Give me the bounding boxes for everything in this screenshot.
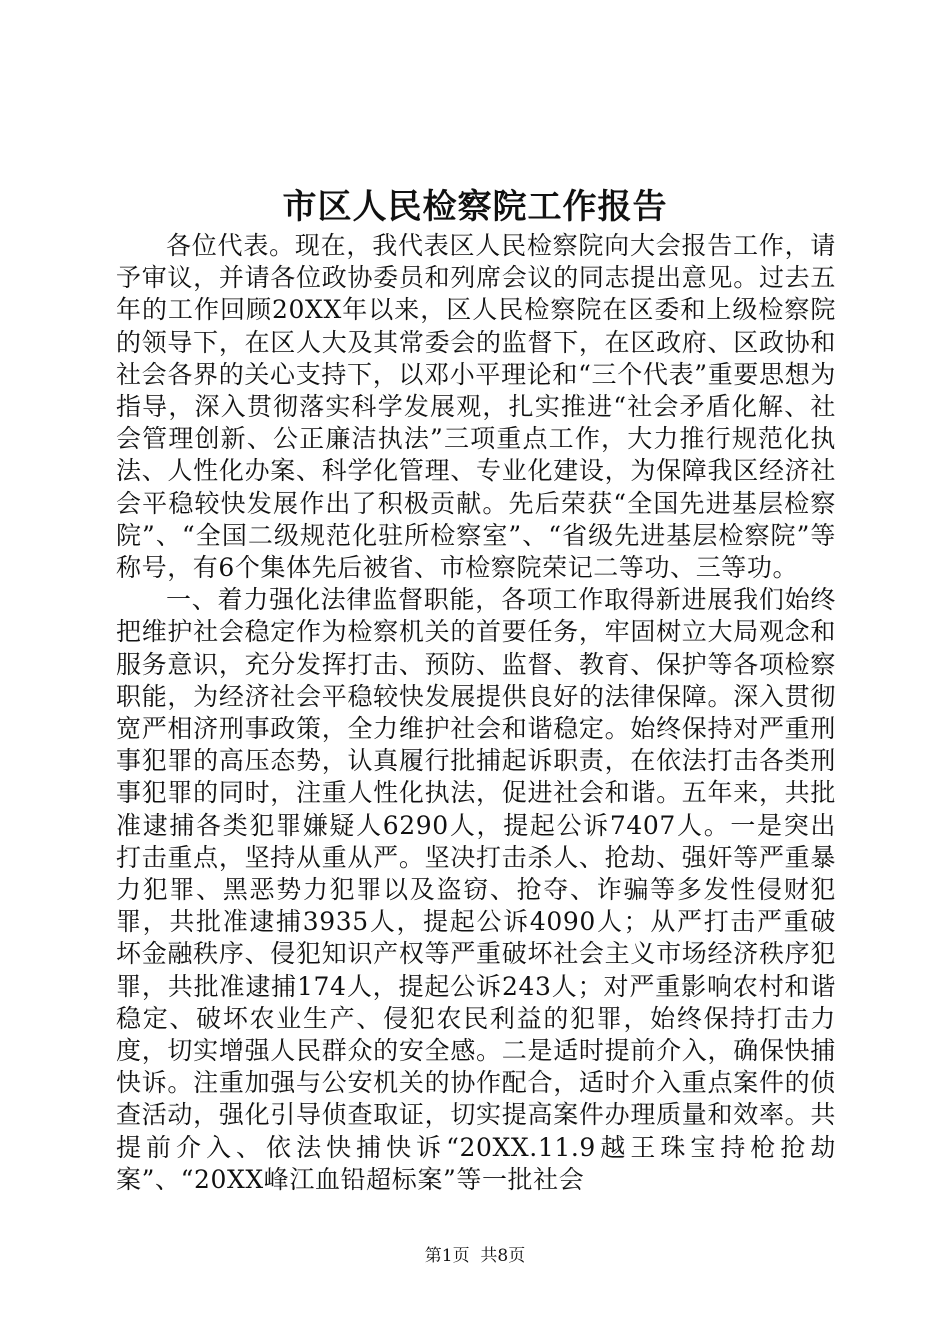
document-body xyxy=(116,230,836,1196)
page-footer xyxy=(0,1244,950,1268)
page-number: 第1页 xyxy=(424,1246,470,1266)
page-total: 共8页 xyxy=(480,1246,526,1266)
document-title: 市区人民检察院工作报告 xyxy=(282,187,668,227)
body-paragraph-intro: 各位代表。现在，我代表区人民检察院向大会报告工作，请予审议，并请各位政协委员和列席会议的同志提出意见。过去五年的工作回顾20XX年以来，区人民检察院在区委和上级检察院的领导下，在区人大及其常委会的监督下，在区政府、区政协和社会各界的关心支持下，以邓小平理论和“三个代表”重要思想为指导，深入贯彻落实科学发展观，扎实推进“社会矛盾化解、社会管理创新、公正廉洁执法”三项重点工作，大力推行规范化执法、人性化办案、科学化管理、专业化建设，为保障我区经济社会平稳较快发展作出了积极贡献。先后荣获“全国先进基层检察院”、“全国二级规范化驻所检察室”、“省级先进基层检察院”等称号，有6个集体先后被省、市检察院荣记二等功、三等功。 xyxy=(116,231,836,583)
body-paragraph-section-one: 一、着力强化法律监督职能，各项工作取得新进展我们始终把维护社会稳定作为检察机关的首要任务，牢固树立大局观念和服务意识，充分发挥打击、预防、监督、教育、保护等各项检察职能，为经济社会平稳较快发展提供良好的法律保障。深入贯彻宽严相济刑事政策，全力维护社会和谐稳定。始终保持对严重刑事犯罪的高压态势，认真履行批捕起诉职责，在依法打击各类刑事犯罪的同时，注重人性化执法，促进社会和谐。五年来，共批准逮捕各类犯罪嫌疑人6290人，提起公诉7407人。一是突出打击重点，坚持从重从严。坚决打击杀人、抢劫、强奸等严重暴力犯罪、黑恶势力犯罪以及盗窃、抢夺、诈骗等多发性侵财犯罪，共批准逮捕3935人，提起公诉4090人；从严打击严重破坏金融秩序、侵犯知识产权等严重破坏社会主义市场经济秩序犯罪，共批准逮捕174人，提起公诉243人；对严重影响农村和谐稳定、破坏农业生产、侵犯农民利益的犯罪，始终保持打击力度，切实增强人民群众的安全感。二是适时提前介入，确保快捕快诉。注重加强与公安机关的协作配合，适时介入重点案件的侦查活动，强化引导侦查取证，切实提高案件办理质量和效率。共提前介入、依法快捕快诉“20XX.11.9越王珠宝持枪抢劫案”、“20XX峰江血铅超标案”等一批社会 xyxy=(116,585,836,1194)
